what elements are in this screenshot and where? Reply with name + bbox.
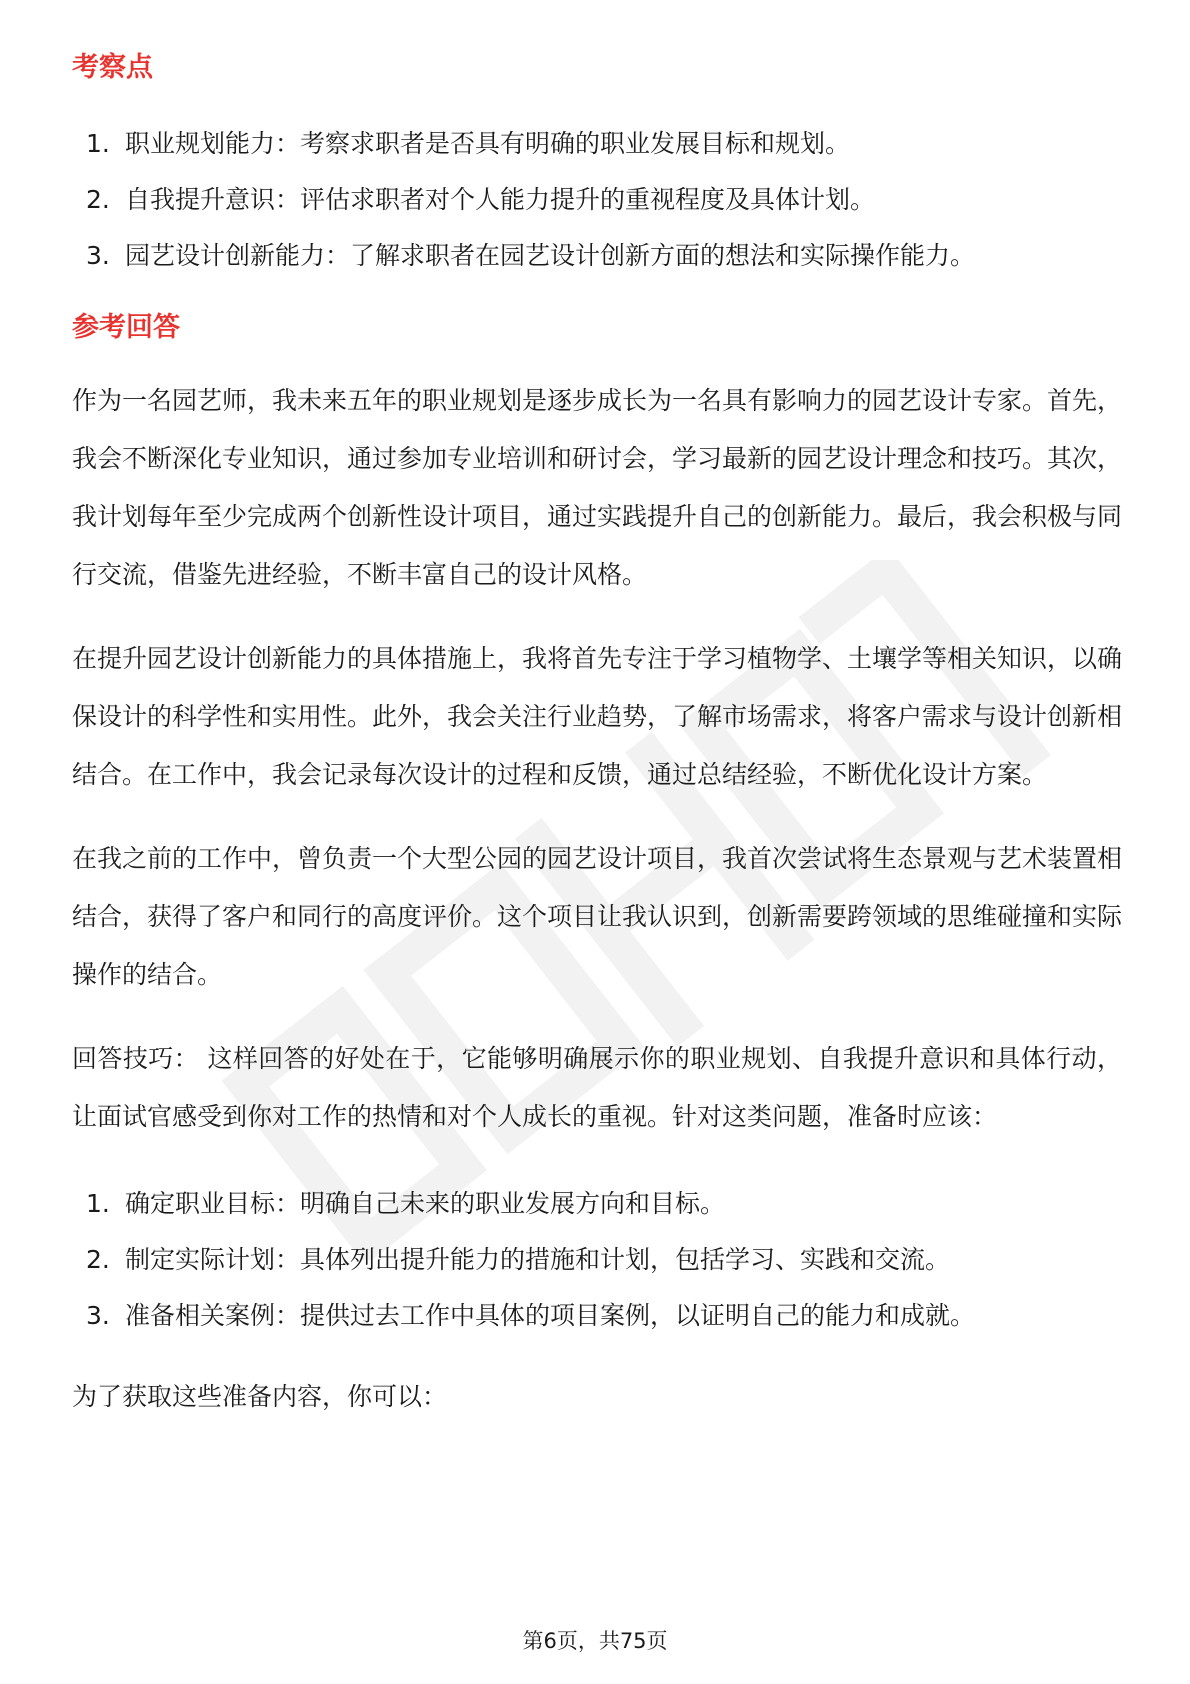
list-item <box>72 1232 1122 1288</box>
list-item-text: 职业规划能力：考察求职者是否具有明确的职业发展目标和规划。 <box>125 129 851 158</box>
list-item <box>72 1176 1122 1232</box>
list-item-text: 自我提升意识：评估求职者对个人能力提升的重视程度及具体计划。 <box>125 185 876 214</box>
list-item <box>72 1288 1122 1344</box>
list-item-text: 园艺设计创新能力：了解求职者在园艺设计创新方面的想法和实际操作能力。 <box>125 241 976 270</box>
list-item-text: 确定职业目标：明确自己未来的职业发展方向和目标。 <box>125 1189 726 1218</box>
section-heading-exam-points: 考察点 <box>72 52 153 83</box>
exam-points-list <box>72 116 1122 284</box>
list-number: 1. <box>86 129 110 158</box>
list-item <box>72 172 1122 228</box>
list-number: 3. <box>86 241 110 270</box>
closing-line: 为了获取这些准备内容，你可以： <box>72 1382 448 1411</box>
document-body <box>72 48 1122 1426</box>
list-item-text: 制定实际计划：具体列出提升能力的措施和计划，包括学习、实践和交流。 <box>125 1245 951 1274</box>
list-item <box>72 228 1122 284</box>
list-number: 2. <box>86 1245 110 1274</box>
list-number: 3. <box>86 1301 110 1330</box>
list-item <box>72 116 1122 172</box>
list-number: 2. <box>86 185 110 214</box>
preparation-tips-list <box>72 1176 1122 1344</box>
list-number: 1. <box>86 1189 110 1218</box>
answer-paragraph-1: 作为一名园艺师，我未来五年的职业规划是逐步成长为一名具有影响力的园艺设计专家。首先，我会不断深化专业知识，通过参加专业培训和研讨会，学习最新的园艺设计理念和技巧。其次，我计划每年至少完成两个创新性设计项目，通过实践提升自己的创新能力。最后，我会积极与同行交流，借鉴先进经验，不断丰富自己的设计风格。 <box>72 386 1123 589</box>
list-item-text: 准备相关案例：提供过去工作中具体的项目案例，以证明自己的能力和成就。 <box>125 1301 976 1330</box>
page-number-footer: 第6页，共75页 <box>522 1629 668 1653</box>
answer-paragraph-3: 在我之前的工作中，曾负责一个大型公园的园艺设计项目，我首次尝试将生态景观与艺术装置相结合，获得了客户和同行的高度评价。这个项目让我认识到，创新需要跨领域的思维碰撞和实际操作的结合。 <box>72 844 1123 989</box>
section-heading-reference-answer: 参考回答 <box>72 312 180 343</box>
answer-paragraph-2: 在提升园艺设计创新能力的具体措施上，我将首先专注于学习植物学、土壤学等相关知识，以确保设计的科学性和实用性。此外，我会关注行业趋势，了解市场需求，将客户需求与设计创新相结合。在工作中，我会记录每次设计的过程和反馈，通过总结经验，不断优化设计方案。 <box>72 644 1123 789</box>
answer-tips-paragraph: 回答技巧： 这样回答的好处在于，它能够明确展示你的职业规划、自我提升意识和具体行动，让面试官感受到你对工作的热情和对个人成长的重视。针对这类问题，准备时应该： <box>72 1044 1122 1131</box>
